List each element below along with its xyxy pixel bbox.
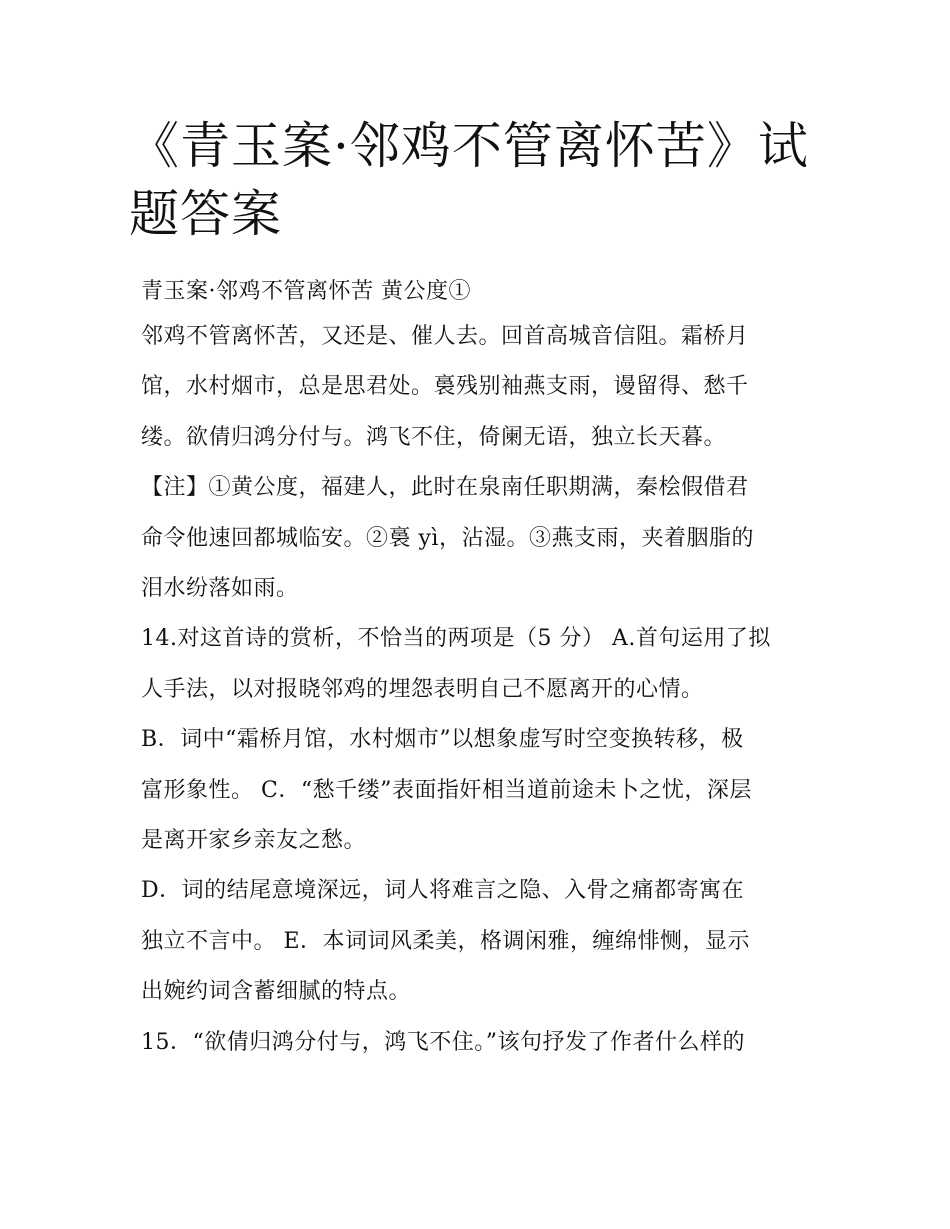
- document-title: [129, 112, 821, 248]
- poem-line-2: 馆，水村烟市，总是思君处。裛残别袖燕支雨，谩留得、愁千: [141, 374, 749, 400]
- note-line-2: 命令他速回都城临安。②裛 yì，沾湿。③燕支雨，夹着胭脂的: [141, 525, 754, 551]
- question-15-line-1: 15．“欲倩归鸿分付与，鸿飞不住。”该句抒发了作者什么样的: [141, 1029, 745, 1055]
- note-line-3: 泪水纷落如雨。: [141, 576, 299, 602]
- question-14-option-e-line-2: 出婉约词含蓄细腻的特点。: [141, 979, 412, 1005]
- question-14-line-2: 人手法，以对报晓邻鸡的埋怨表明自己不愿离开的心情。: [141, 676, 704, 702]
- document-page: [129, 112, 821, 1068]
- poem-line-3: 缕。欲倩归鸿分付与。鸿飞不住，倚阑无语，独立长天暮。: [141, 424, 727, 450]
- question-14-option-d-line-1: D．词的结尾意境深远，词人将难言之隐、入骨之痛都寄寓在: [141, 878, 745, 904]
- document-body: [141, 272, 821, 1068]
- note-line-1: 【注】①黄公度，福建人，此时在泉南任职期满，秦桧假借君: [141, 475, 749, 501]
- question-14-line-1: 14.对这首诗的赏析，不恰当的两项是（5 分） A.首句运用了拟: [141, 626, 771, 652]
- poem-line-1: 邻鸡不管离怀苦，又还是、催人去。回首高城音信阻。霜桥月: [141, 324, 749, 349]
- question-14-option-c-line-2: 是离开家乡亲友之愁。: [141, 828, 367, 854]
- title-line-2: 题答案: [129, 185, 282, 243]
- question-14-option-b-c-line: 富形象性。 C．“愁千缕”表面指奸相当道前途未卜之忧，深层: [141, 777, 752, 803]
- question-14-option-b-line-1: B．词中“霜桥月馆，水村烟市”以想象虚写时空变换转移，极: [141, 727, 744, 753]
- poem-heading: 青玉案·邻鸡不管离怀苦 黄公度①: [141, 279, 471, 304]
- title-line-1: 《青玉案·邻鸡不管离怀苦》试: [129, 117, 809, 175]
- question-14-option-d-e-line: 独立不言中。 E．本词词风柔美，格调闲雅，缠绵悱恻，显示: [141, 928, 751, 954]
